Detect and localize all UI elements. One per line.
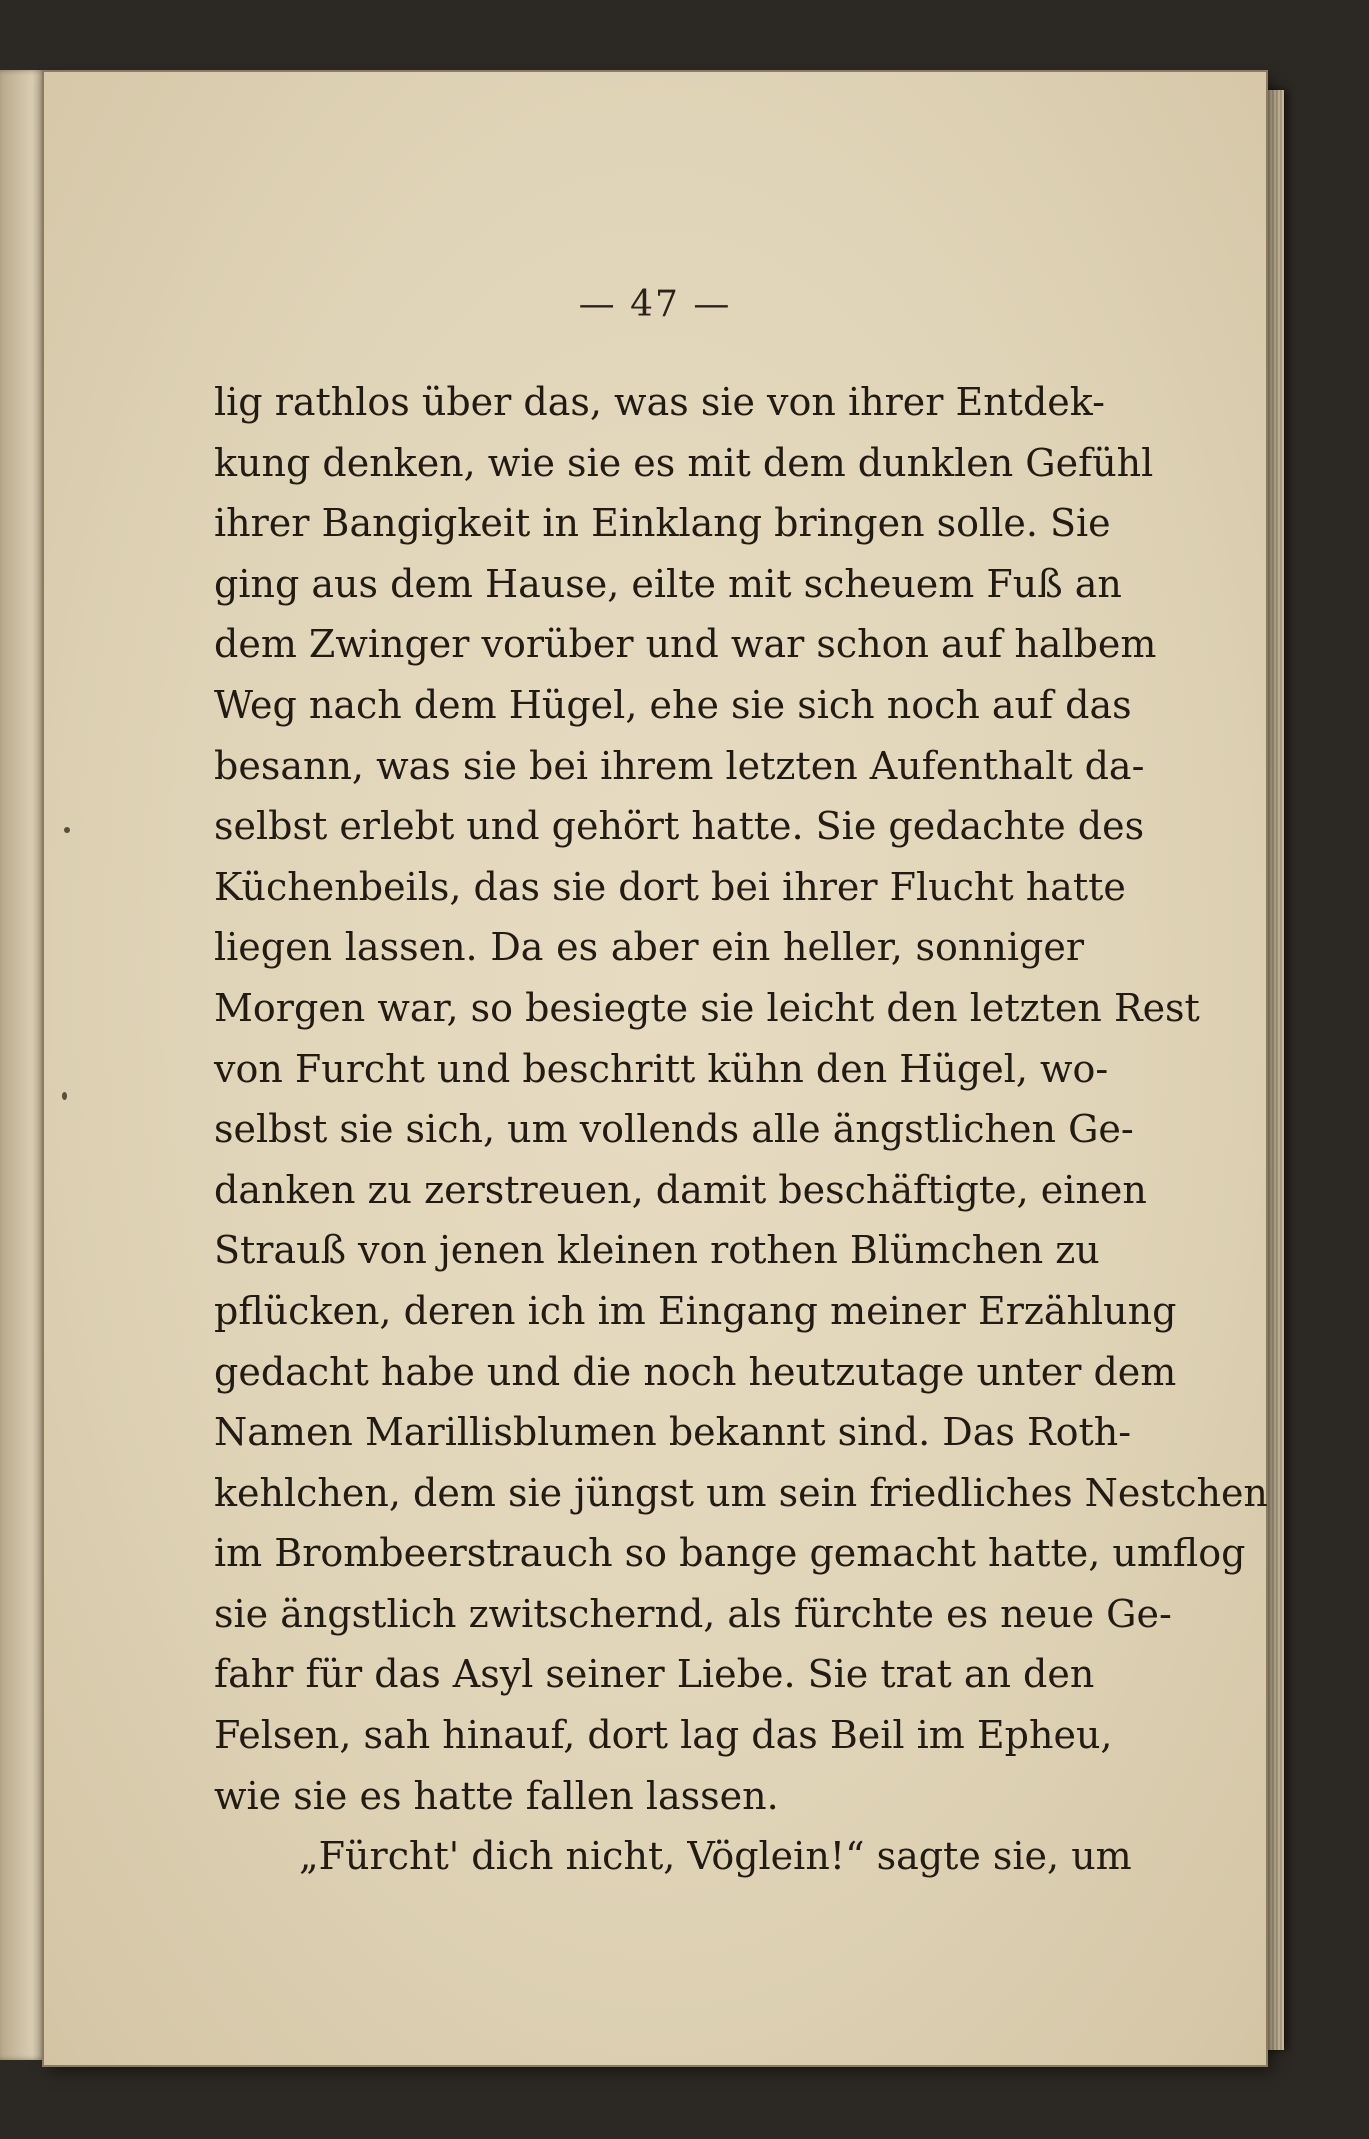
text-line: „Fürcht' dich nicht, Vöglein!“ sagte sie, um [299, 1834, 1132, 1879]
text-line: ging aus dem Hause, eilte mit scheuem Fuß an [214, 561, 1122, 606]
paper-speck [64, 827, 70, 833]
body-text [214, 372, 1268, 1887]
text-line: kehlchen, dem sie jüngst um sein friedliches Nestchen [214, 1470, 1268, 1515]
text-line: selbst erlebt und gehört hatte. Sie gedachte des [214, 804, 1145, 849]
text-line: Morgen war, so besiegte sie leicht den letzten Rest [214, 985, 1200, 1030]
text-line: lig rathlos über das, was sie von ihrer Entdek- [214, 380, 1105, 424]
left-page-edge [0, 70, 46, 2060]
text-line: liegen lassen. Da es aber ein heller, sonniger [214, 925, 1084, 970]
text-line: besann, was sie bei ihrem letzten Aufenthalt da- [214, 743, 1145, 788]
text-line: Strauß von jenen kleinen rothen Blümchen zu [214, 1228, 1100, 1273]
text-line: pflücken, deren ich im Eingang meiner Erzählung [214, 1288, 1177, 1333]
text-line: Weg nach dem Hügel, ehe sie sich noch auf das [214, 682, 1132, 727]
text-line: Küchenbeils, das sie dort bei ihrer Flucht hatte [214, 864, 1126, 909]
paper-speck [62, 1092, 67, 1100]
text-line: gedacht habe und die noch heutzutage unter dem [214, 1349, 1177, 1394]
text-line: dem Zwinger vorüber und war schon auf halbem [214, 622, 1157, 667]
text-line: ihrer Bangigkeit in Einklang bringen solle. Sie [214, 501, 1111, 546]
text-line: fahr für das Asyl seiner Liebe. Sie trat an den [214, 1652, 1095, 1697]
text-line: Felsen, sah hinauf, dort lag das Beil im Epheu, [214, 1713, 1113, 1758]
text-line: Namen Marillisblumen bekannt sind. Das Roth- [214, 1410, 1132, 1455]
text-line: selbst sie sich, um vollends alle ängstlichen Ge- [214, 1107, 1134, 1152]
text-line: kung denken, wie sie es mit dem dunklen Gefühl [214, 440, 1154, 485]
text-line: sie ängstlich zwitschernd, als fürchte es neue Ge- [214, 1591, 1172, 1636]
page-number: — 47 — [578, 284, 732, 325]
text-line: danken zu zerstreuen, damit beschäftigte, einen [214, 1167, 1147, 1212]
book-page [44, 72, 1266, 2065]
text-line: im Brombeerstrauch so bange gemacht hatte, umflog [214, 1531, 1246, 1576]
text-line: wie sie es hatte fallen lassen. [214, 1773, 779, 1818]
text-line: von Furcht und beschritt kühn den Hügel, wo- [214, 1046, 1109, 1091]
